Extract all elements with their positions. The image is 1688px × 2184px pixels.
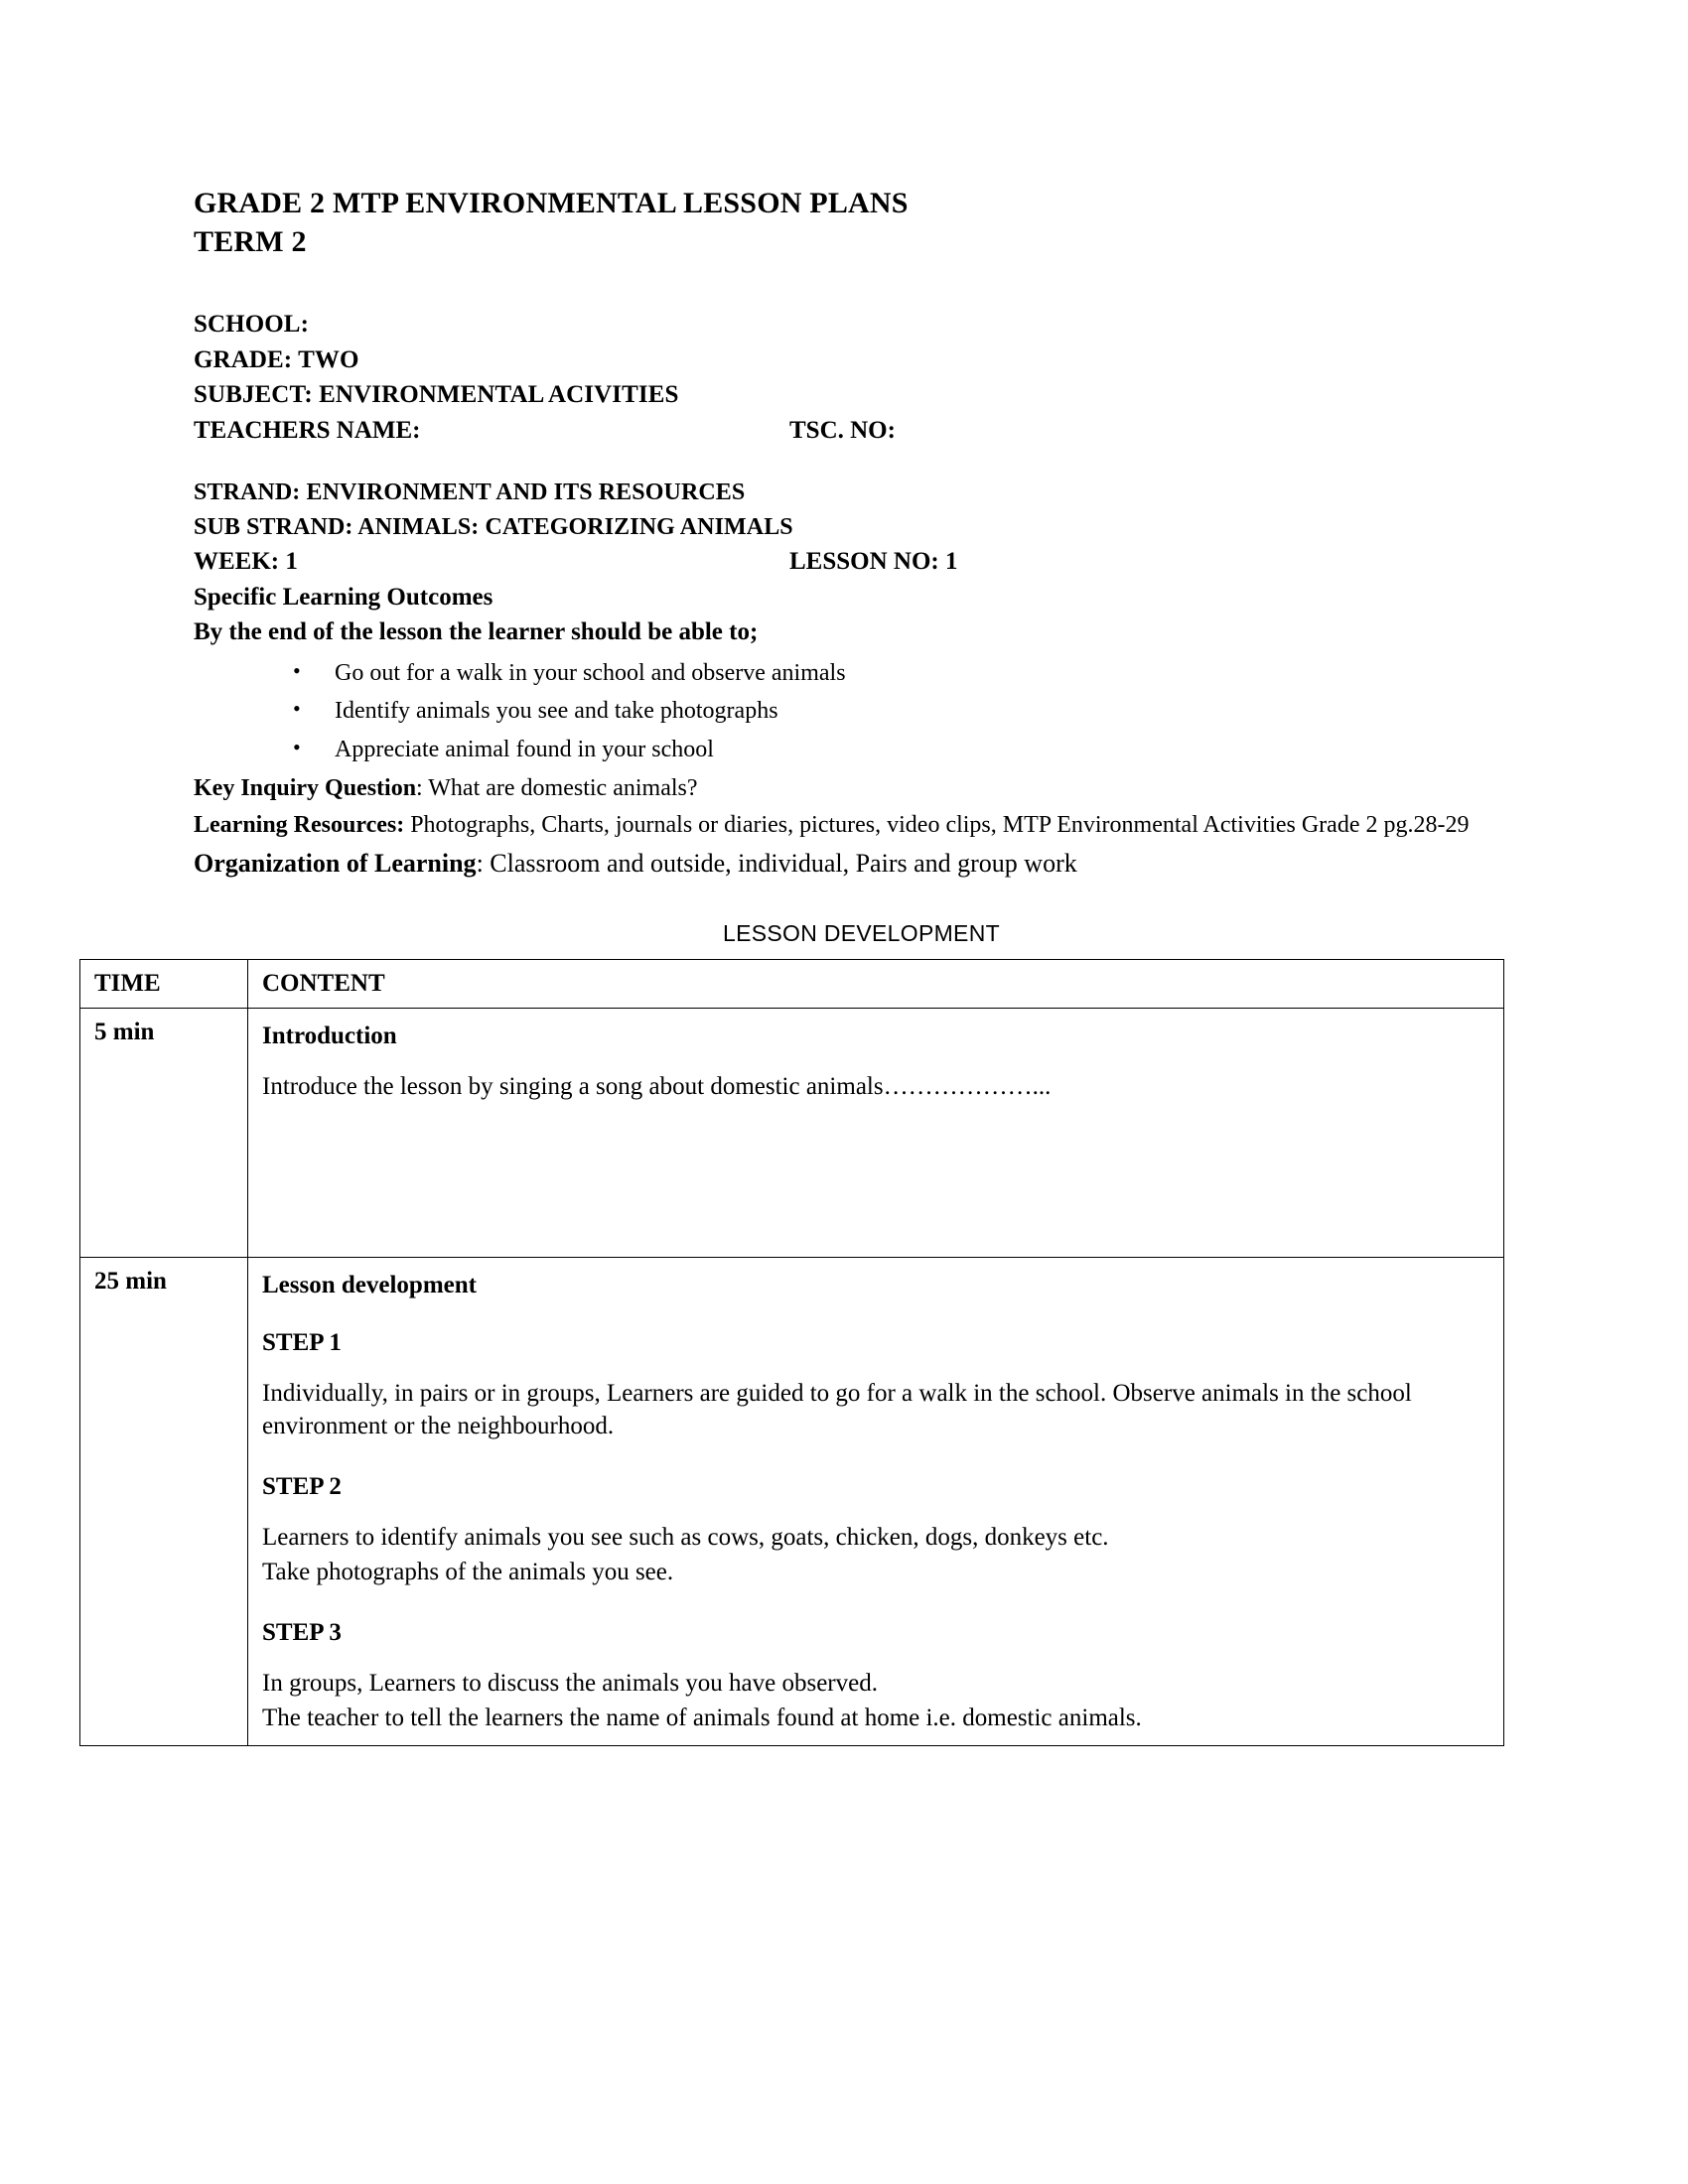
table-row [80, 1008, 1504, 1257]
teacher-row [194, 413, 1529, 449]
document-title-line1: GRADE 2 MTP ENVIRONMENTAL LESSON PLANS [194, 187, 909, 219]
introduction-heading: Introduction [262, 1022, 397, 1049]
step-3-text-a: In groups, Learners to discuss the animals you have observed. [262, 1669, 878, 1697]
table-header-row [80, 959, 1504, 1008]
organization-text: : Classroom and outside, individual, Pairs and group work [476, 849, 1077, 879]
learning-resources-label: Learning Resources: [194, 811, 405, 838]
key-inquiry-text: : What are domestic animals? [416, 775, 698, 802]
grade-label: GRADE: TWO [194, 345, 359, 373]
learning-resources [194, 809, 1529, 843]
outcomes-list [194, 654, 1529, 770]
key-inquiry-label: Key Inquiry Question [194, 775, 417, 802]
list-item: • Go out for a walk in your school and observe animals [293, 654, 1529, 693]
introduction-text: Introduce the lesson by singing a song about domestic animals………………... [262, 1072, 1052, 1100]
strand-line: STRAND: ENVIRONMENT AND ITS RESOURCES [194, 479, 746, 505]
week-lesson-row [194, 544, 1529, 580]
table-row [80, 1257, 1504, 1745]
lesson-no-label: LESSON NO: 1 [789, 548, 958, 576]
key-inquiry-question [194, 772, 1529, 806]
lesson-development-heading: Lesson development [262, 1271, 477, 1298]
step-1-text: Individually, in pairs or in groups, Learners are guided to go for a walk in the school. Observe animals in the school environment or the neighbourhood. [262, 1379, 1412, 1440]
column-header-content: CONTENT [248, 959, 1504, 1008]
specific-learning-outcomes-title: Specific Learning Outcomes [194, 583, 493, 611]
organization-label: Organization of Learning [194, 849, 477, 879]
spacer [194, 261, 1529, 307]
row-time-lesson-development: 25 min [80, 1257, 248, 1745]
organization-of-learning [194, 846, 1529, 882]
document-title [194, 184, 1529, 261]
lesson-development-caption: LESSON DEVELOPMENT [723, 919, 1000, 946]
step-1-label: STEP 1 [262, 1328, 342, 1356]
step-3-label: STEP 3 [262, 1618, 342, 1646]
teachers-name-label: TEACHERS NAME: [194, 416, 421, 444]
learning-resources-text: Photographs, Charts, journals or diaries, pictures, video clips, MTP Environmental Activities Grade 2 pg.28-29 [404, 811, 1470, 838]
list-item: • Identify animals you see and take photographs [293, 692, 1529, 731]
row-content-introduction [248, 1008, 1504, 1257]
row-time-introduction: 5 min [80, 1008, 248, 1257]
sub-strand-line: SUB STRAND: ANIMALS: CATEGORIZING ANIMALS [194, 513, 793, 540]
subject-label: SUBJECT: ENVIRONMENTAL ACIVITIES [194, 381, 679, 408]
column-header-time: TIME [80, 959, 248, 1008]
step-3-text-b: The teacher to tell the learners the name of animals found at home i.e. domestic animals. [262, 1705, 1142, 1732]
week-label: WEEK: 1 [194, 548, 298, 576]
document-title-line2: TERM 2 [194, 225, 307, 258]
row-content-lesson-development [248, 1257, 1504, 1745]
school-label: SCHOOL: [194, 311, 309, 338]
list-item: • Appreciate animal found in your school [293, 731, 1529, 769]
step-2-text-a: Learners to identify animals you see such as cows, goats, chicken, dogs, donkeys etc. [262, 1523, 1109, 1551]
lesson-development-table [79, 959, 1504, 1746]
tsc-no-label: TSC. NO: [789, 416, 896, 444]
outcomes-intro: By the end of the lesson the learner should be able to; [194, 618, 759, 646]
spacer [194, 448, 1529, 476]
step-2-text-b: Take photographs of the animals you see. [262, 1559, 674, 1586]
step-2-label: STEP 2 [262, 1472, 342, 1500]
